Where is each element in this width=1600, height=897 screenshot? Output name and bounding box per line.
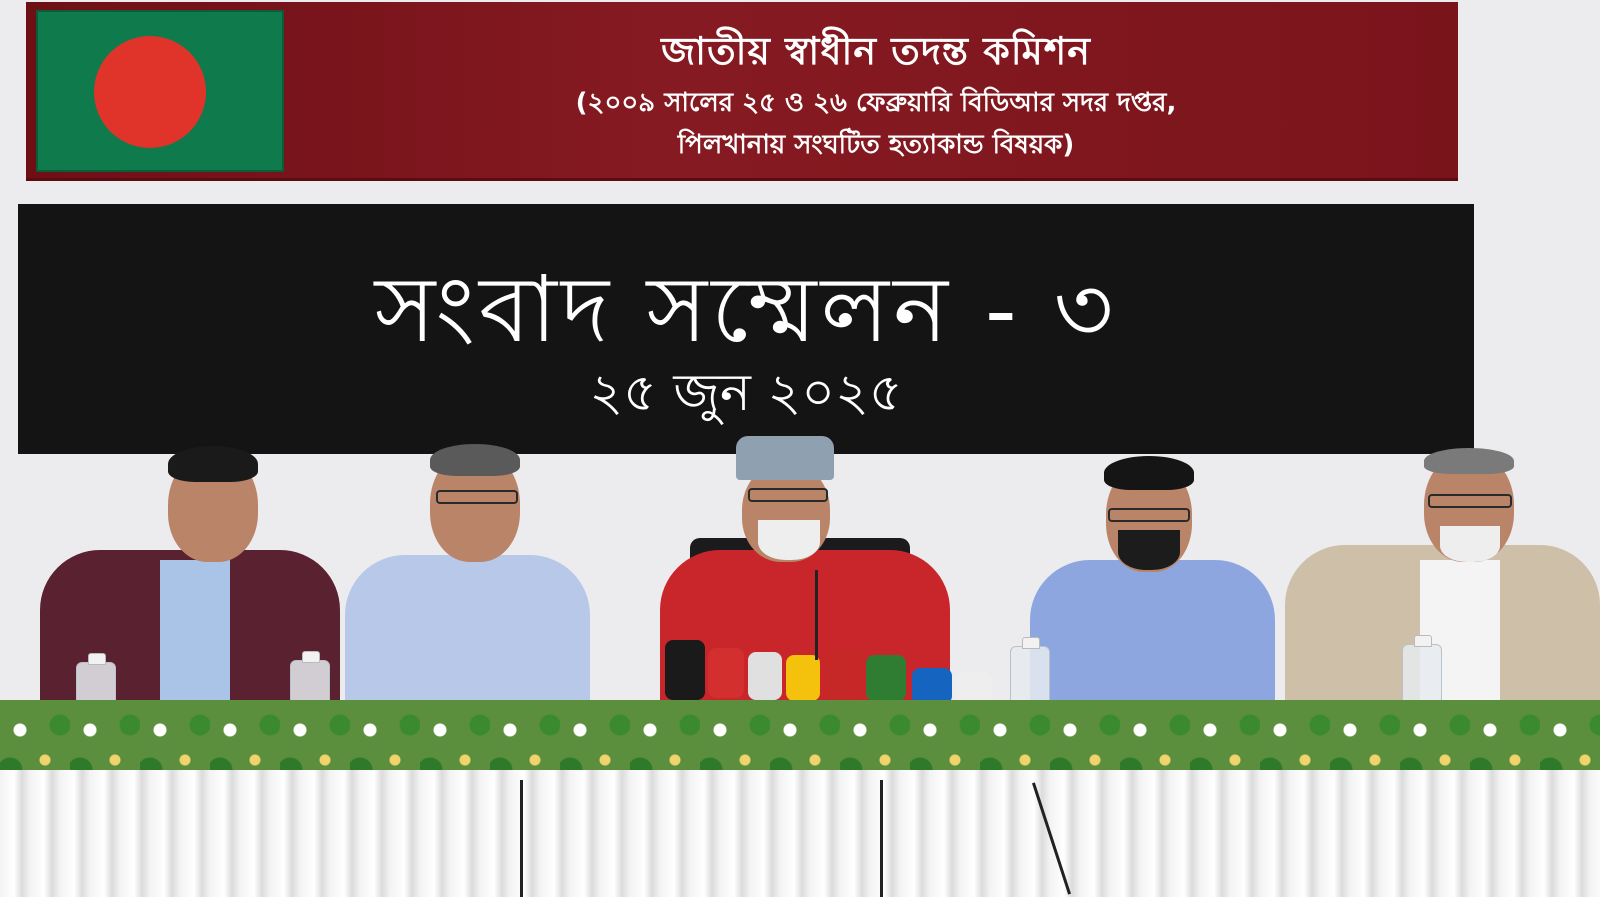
blue-shirt xyxy=(160,560,230,720)
prayer-cap xyxy=(736,436,834,480)
commission-banner xyxy=(26,2,1458,181)
water-bottle xyxy=(1402,644,1442,704)
hair xyxy=(168,446,258,482)
glasses xyxy=(1108,508,1190,522)
hair xyxy=(430,444,520,476)
microphone xyxy=(824,650,862,700)
water-bottle xyxy=(1010,646,1050,706)
microphone xyxy=(866,655,906,701)
flag-red-disc xyxy=(94,36,206,148)
dark-beard xyxy=(1118,530,1180,570)
white-tablecloth xyxy=(0,770,1600,897)
cable xyxy=(520,780,523,897)
bangladesh-flag xyxy=(36,10,284,172)
microphone xyxy=(708,648,744,698)
press-conference-title: সংবাদ সম্মেলন - ৩ xyxy=(374,256,1118,363)
microphone-stand xyxy=(815,570,818,660)
microphone xyxy=(665,640,705,700)
microphone xyxy=(912,668,952,704)
commission-subtitle-line1: (২০০৯ সালের ২৫ ও ২৬ ফেব্রুয়ারি বিডিআর সদর দপ্তর, xyxy=(575,88,1177,118)
hair xyxy=(1104,456,1194,490)
white-beard xyxy=(1440,526,1500,562)
commission-title: জাতীয় স্বাধীন তদন্ত কমিশন xyxy=(661,29,1091,73)
glasses xyxy=(748,488,828,502)
microphone xyxy=(786,655,820,701)
press-conference-banner xyxy=(18,204,1474,454)
glasses xyxy=(1428,494,1512,508)
cable xyxy=(880,780,883,897)
white-beard xyxy=(758,520,820,560)
glasses xyxy=(436,490,518,504)
microphone xyxy=(748,652,782,700)
press-conference-date: ২৫ জুন ২০২৫ xyxy=(589,363,903,423)
hair xyxy=(1424,448,1514,474)
commission-subtitle-line2: পিলখানায় সংঘটিত হত্যাকান্ড বিষয়ক) xyxy=(677,130,1075,160)
